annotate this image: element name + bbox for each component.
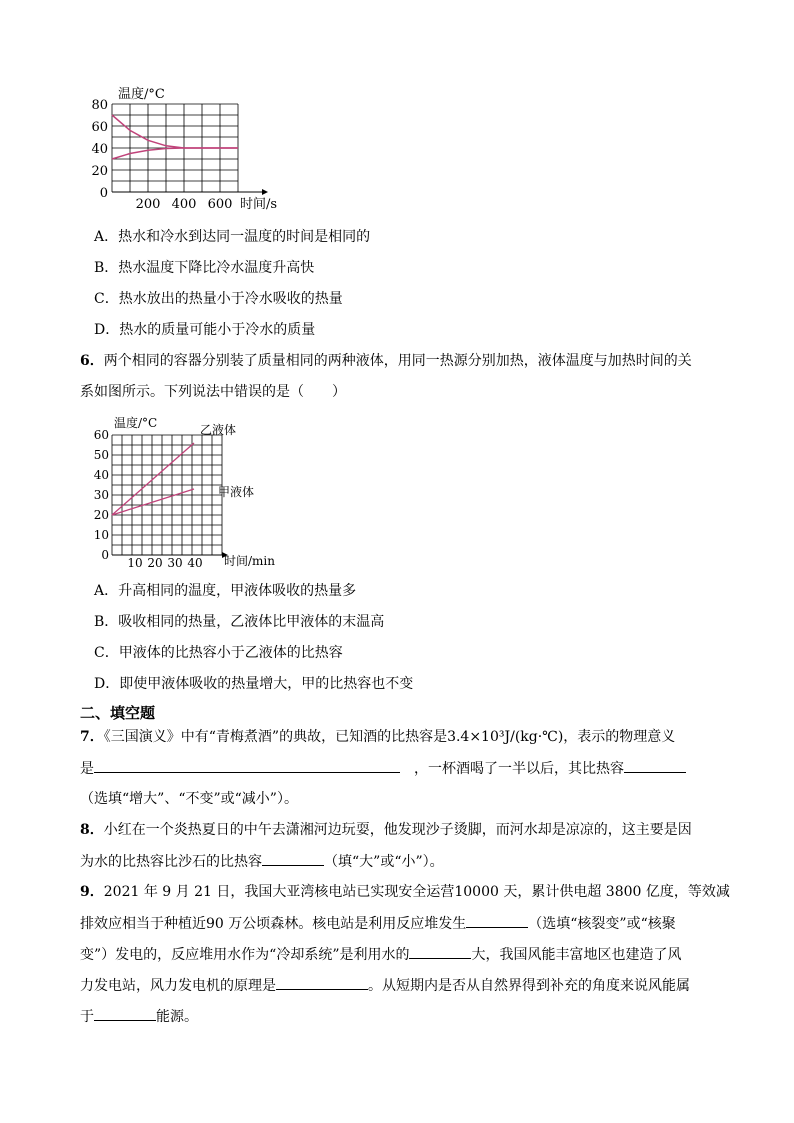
q9-blank-3[interactable]	[276, 975, 368, 990]
q9-text-e2: 能源。	[156, 1009, 198, 1025]
q8-blank[interactable]	[262, 851, 324, 866]
q7-text-a: 《三国演义》中有“青梅煮酒”的典故，已知酒的比热容是3.4×10³J/(kg·℃)，表示的物理意义	[103, 729, 676, 745]
q6-option-b: B．吸收相同的热量，乙液体比甲液体的末温高	[94, 614, 385, 630]
chart2-ytick-label: 60	[93, 428, 109, 442]
chart2-ylabel: 温度/°C	[114, 416, 158, 430]
q7-line1	[80, 727, 730, 747]
q7-blank-1[interactable]	[94, 758, 400, 773]
chart2-ytick-label: 10	[93, 528, 109, 542]
q6-option-d: D．即使甲液体吸收的热量增大，甲的比热容也不变	[94, 676, 414, 692]
q7-line2	[80, 758, 730, 779]
q6-option-c: C．甲液体的比热容小于乙液体的比热容	[94, 645, 343, 661]
q6-number: 6．	[80, 353, 104, 369]
q8-text-b1: 为水的比热容比沙石的比热容	[80, 854, 262, 870]
q5-option-d: D．热水的质量可能小于冷水的质量	[94, 322, 316, 338]
q9-number: 9．	[80, 884, 104, 900]
chart1-xtick-label: 400	[171, 197, 197, 212]
q9-blank-1[interactable]	[466, 913, 528, 928]
q9-text-c1: 变”）发电的，反应堆用水作为“冷却系统”是利用水的	[80, 947, 410, 963]
q8-text-b2: （填“大”或“小”）。	[324, 854, 444, 870]
q7-number: 7．	[80, 729, 104, 745]
chart2-xtick-label: 30	[167, 556, 183, 570]
q8-number: 8．	[80, 822, 104, 838]
q7-line3: （选填“增大”、“不变”或“减小”）。	[80, 791, 298, 807]
chart1-ytick-label: 40	[91, 142, 108, 157]
chart1-hot-water-curve	[112, 115, 238, 148]
chart1-xtick-label: 200	[135, 197, 161, 212]
q6-text-1: 两个相同的容器分别装了质量相同的两种液体，用同一热源分别加热，液体温度与加热时间的关	[103, 353, 692, 369]
chart2-grid	[112, 435, 222, 555]
q8-text-a: 小红在一个炎热夏日的中午去潇湘河边玩耍，他发现沙子烫脚，而河水却是凉凉的，这主要是因	[103, 822, 692, 838]
chart2-xtick-label: 20	[147, 556, 163, 570]
q9-text-b2: （选填“核裂变”或“核聚	[528, 916, 676, 932]
chart2-ytick-label: 30	[93, 488, 109, 502]
chart2-ytick-label: 0	[101, 548, 109, 562]
chart1-ytick-label: 60	[91, 120, 108, 135]
q8-line1	[80, 820, 730, 840]
chart2-xlabel: 时间/min	[224, 554, 275, 568]
q9-text-b1: 排效应相当于种植近90 万公顷森林。核电站是利用反应堆发生	[80, 916, 467, 932]
q9-line2	[80, 913, 730, 934]
chart1-xtick-label: 600	[207, 197, 233, 212]
q7-blank-2[interactable]	[624, 758, 686, 773]
chart1-cold-water-curve	[112, 148, 238, 159]
chart2-ytick-label: 20	[93, 508, 109, 522]
chart1-ytick-label: 0	[99, 186, 108, 201]
chart2-ytick-label: 50	[93, 448, 109, 462]
q6-option-a: A．升高相同的温度，甲液体吸收的热量多	[94, 583, 357, 599]
q9-text-d1: 力发电站，风力发电机的原理是	[80, 978, 276, 994]
chart1-ytick-label: 80	[91, 98, 108, 113]
chart-temperature-hot-cold-water	[84, 84, 284, 214]
q9-blank-2[interactable]	[409, 944, 471, 959]
chart2-ytick-label: 40	[93, 468, 109, 482]
q6-stem-line1	[80, 351, 730, 371]
chart2-label-yi: 乙液体	[200, 423, 237, 437]
section-fill-in-heading: 二、填空题	[80, 704, 156, 722]
chart1-x-arrow	[262, 189, 268, 195]
q8-line2	[80, 851, 730, 872]
q9-line3	[80, 944, 730, 965]
chart2-xtick-label: 40	[187, 556, 203, 570]
q9-line5	[80, 1006, 730, 1027]
q6-stem-line2: 系如图所示。下列说法中错误的是（ ）	[80, 384, 346, 400]
q9-line1	[80, 882, 730, 902]
q9-blank-4[interactable]	[94, 1006, 156, 1021]
chart-liquid-temperature	[84, 412, 314, 572]
q9-text-e1: 于	[80, 1009, 94, 1025]
chart1-ytick-label: 20	[91, 164, 108, 179]
q7-text-b2: ，一杯酒喝了一半以后，其比热容	[414, 761, 624, 777]
q7-text-b1: 是	[80, 761, 94, 777]
chart2-label-jia: 甲液体	[218, 485, 255, 499]
chart1-xlabel: 时间/s	[240, 197, 278, 212]
q5-option-a: A．热水和冷水到达同一温度的时间是相同的	[94, 229, 371, 245]
q5-option-c: C．热水放出的热量小于冷水吸收的热量	[94, 291, 343, 307]
chart1-ylabel: 温度/°C	[118, 87, 165, 102]
q9-text-d2: 。从短期内是否从自然界得到补充的角度来说风能属	[368, 978, 690, 994]
q5-option-b: B．热水温度下降比冷水温度升高快	[94, 260, 315, 276]
q9-text-c2: 大，我国风能丰富地区也建造了风	[471, 947, 682, 963]
q9-line4	[80, 975, 730, 996]
q9-text-a: 2021 年 9 月 21 日，我国大亚湾核电站已实现安全运营10000 天，累计供电超 3800 亿度，等效减	[103, 884, 730, 900]
chart2-xtick-label: 10	[127, 556, 143, 570]
